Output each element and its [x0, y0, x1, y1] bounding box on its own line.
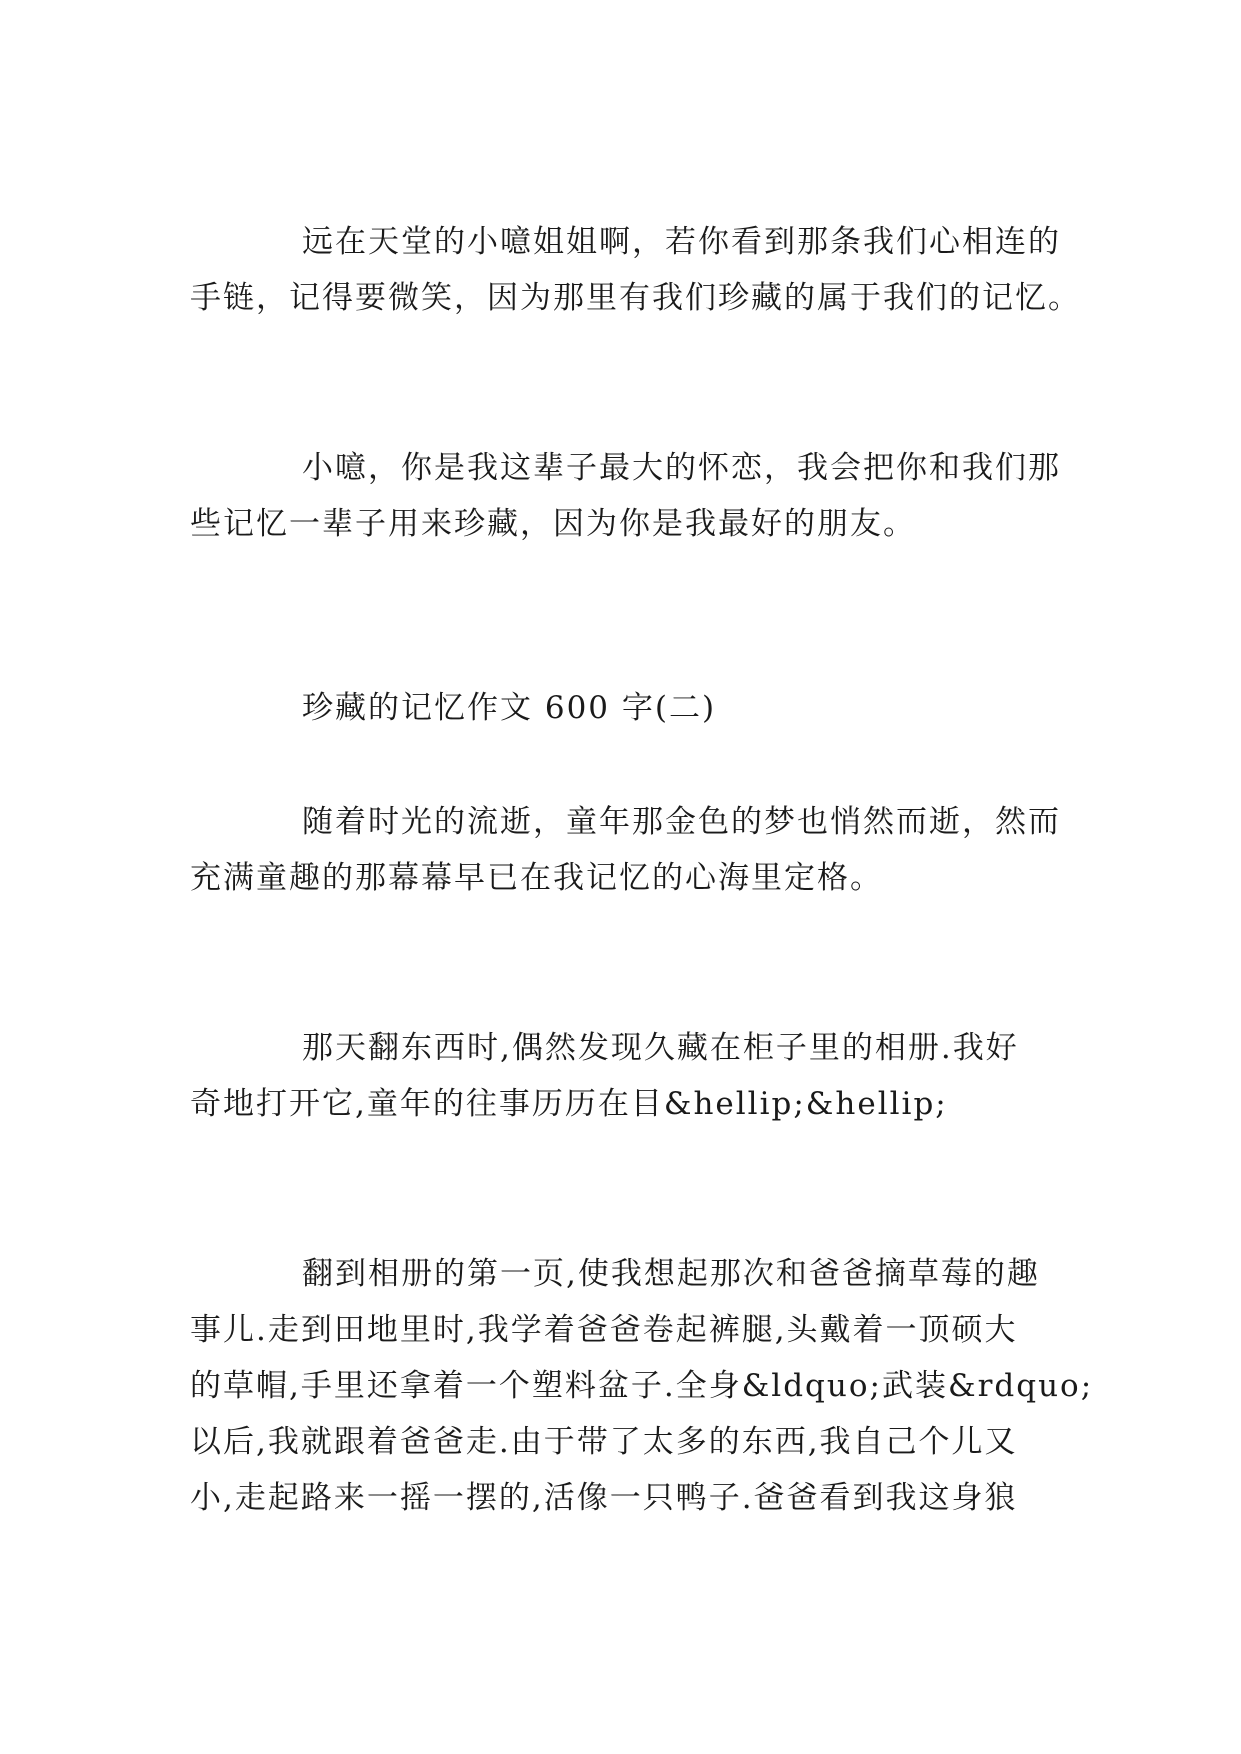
- paragraph-5-line-1: 翻到相册的第一页,使我想起那次和爸爸摘草莓的趣: [302, 1256, 1040, 1292]
- paragraph-5-line-3: 的草帽,手里还拿着一个塑料盆子.全身&ldquo;武装&rdquo;: [190, 1368, 1094, 1404]
- paragraph-4-line-2: 奇地打开它,童年的往事历历在目&hellip;&hellip;: [190, 1086, 948, 1122]
- paragraph-5-line-2: 事儿.走到田地里时,我学着爸爸卷起裤腿,头戴着一顶硕大: [190, 1312, 1018, 1348]
- paragraph-2-line-1: 小噫，你是我这辈子最大的怀恋，我会把你和我们那: [302, 450, 1061, 486]
- paragraph-5-line-5: 小,走起路来一摇一摆的,活像一只鸭子.爸爸看到我这身狼: [190, 1480, 1018, 1516]
- paragraph-4-line-1: 那天翻东西时,偶然发现久藏在柜子里的相册.我好: [302, 1030, 1019, 1066]
- paragraph-1-line-1: 远在天堂的小噫姐姐啊，若你看到那条我们心相连的: [302, 224, 1061, 260]
- paragraph-3-line-1: 随着时光的流逝，童年那金色的梦也悄然而逝，然而: [302, 804, 1061, 840]
- paragraph-1-line-2: 手链，记得要微笑，因为那里有我们珍藏的属于我们的记忆。: [190, 280, 1081, 316]
- paragraph-3-line-2: 充满童趣的那幕幕早已在我记忆的心海里定格。: [190, 860, 883, 896]
- paragraph-2-line-2: 些记忆一辈子用来珍藏，因为你是我最好的朋友。: [190, 506, 916, 542]
- paragraph-5-line-4: 以后,我就跟着爸爸走.由于带了太多的东西,我自己个儿又: [190, 1424, 1018, 1460]
- section-heading: 珍藏的记忆作文 600 字(二): [302, 690, 717, 726]
